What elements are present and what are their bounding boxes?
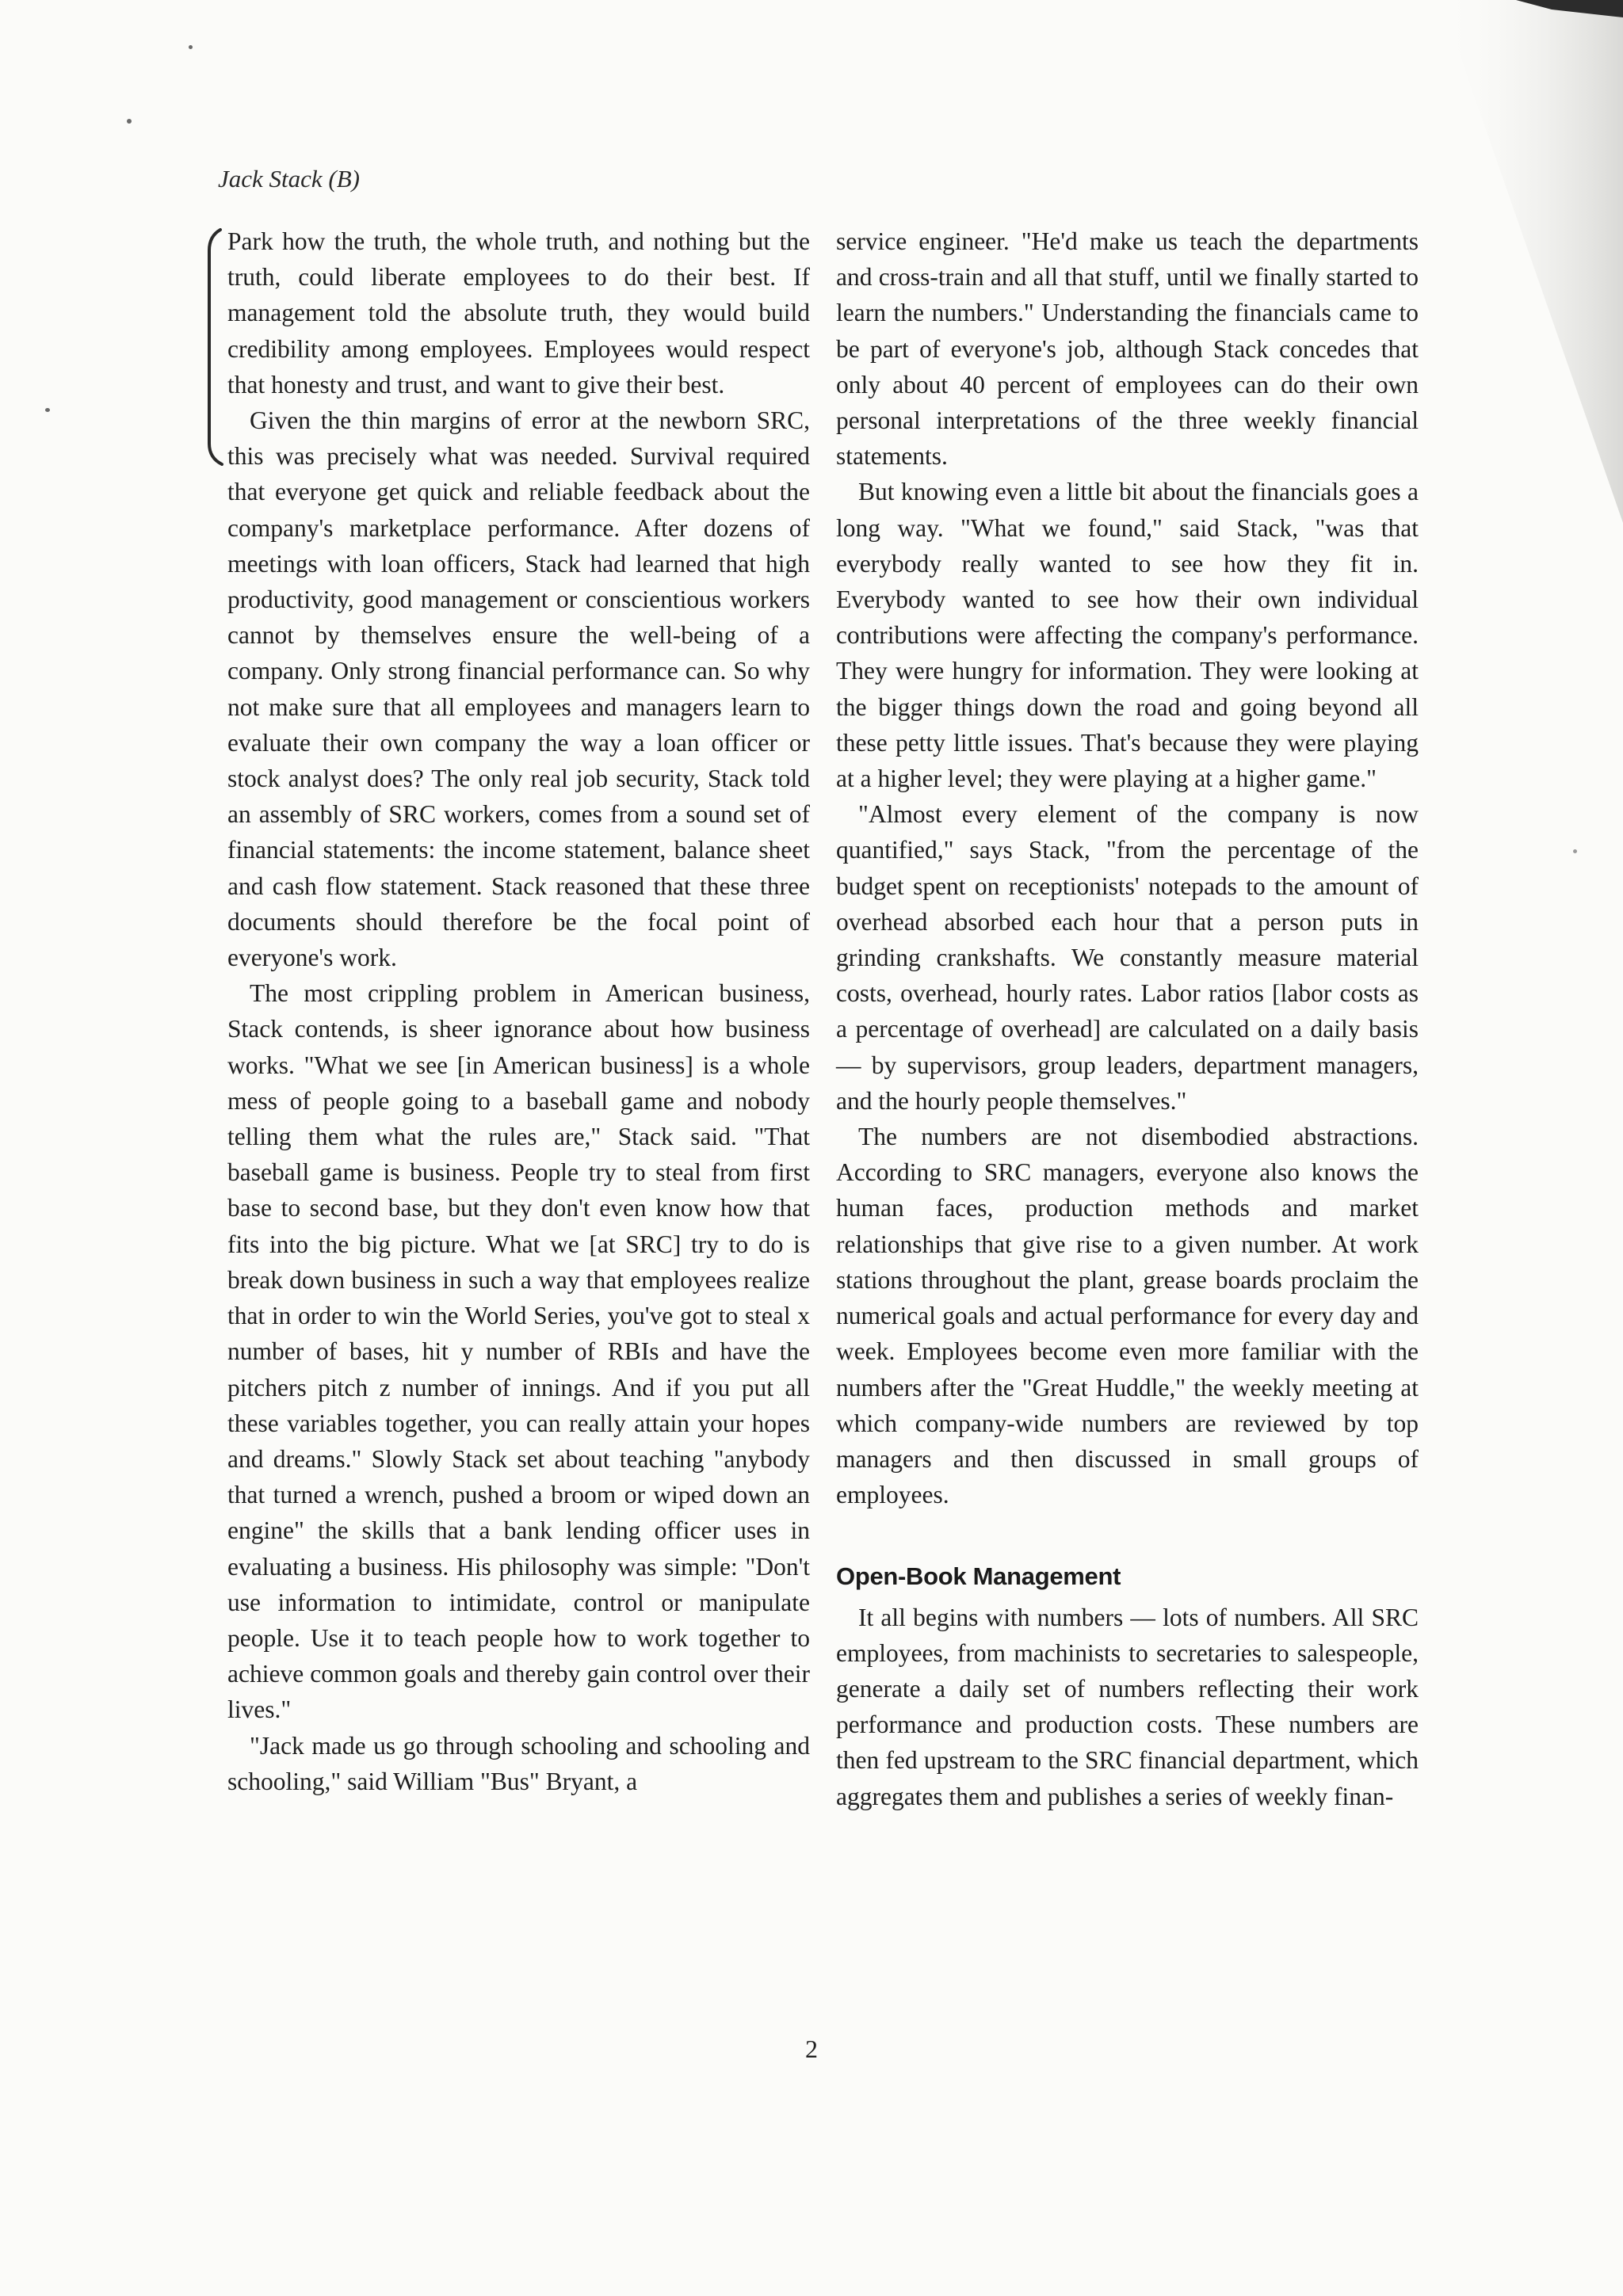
section-heading: Open-Book Management [836, 1562, 1121, 1591]
paragraph: The numbers are not disembodied abstractions. According to SRC managers, everyone also knows the human faces, production methods and market relationships that give rise to a given number. At work stations throughout the plant, grease boards proclaim the numerical goals and actual performance for every day and week. Employees become even more familiar with the numbers after the "Great Huddle," the weekly meeting at which company-wide numbers are reviewed by top managers and then discussed in small groups of employees. [836, 1123, 1419, 1509]
scan-speck [127, 119, 132, 124]
paragraph: It all begins with numbers — lots of numbers. All SRC employees, from machinists to secretaries to salespeople, generate a daily set of numbers reflecting their work performance and production costs. These numbers are then fed upstream to the SRC financial department, which aggregates them and publishes a series of weekly finan- [836, 1603, 1419, 1810]
margin-bracket-mark [204, 228, 228, 466]
paragraph: But knowing even a little bit about the financials goes a long way. "What we found," said Stack, "was that everybody really wanted to see how they fit in. Everybody wanted to see how their own individual contributions were affecting the company's performance. They were hungry for information. They were looking at the bigger things down the road and going beyond all these petty little issues. That's because they were playing at a higher level; they were playing at a higher game." [836, 478, 1419, 793]
paragraph: Park how the truth, the whole truth, and nothing but the truth, could liberate employees to do their best. If management told the absolute truth, they would build credibility among employees. Employees would respect that honesty and trust, and want to give their best. [227, 227, 810, 399]
running-header: Jack Stack (B) [218, 165, 360, 193]
scan-speck [189, 45, 193, 49]
paragraph: The most crippling problem in American business, Stack contends, is sheer ignorance about how business works. "What we see [in American business] is a whole mess of people going to a baseball game and nobody telling them what the rules are," Stack said. "That baseball game is business. People try to steal from first base to second base, but they don't even know how that fits into the big picture. What we [at SRC] try to do is break down business in such a way that employees realize that in order to win the World Series, you've got to steal x number of bases, hit y number of RBIs and have the pitchers pitch z number of innings. And if you put all these variables together, you can really attain your hopes and dreams." Slowly Stack set about teaching "anybody that turned a wrench, pushed a broom or wiped down an engine" the skills that a bank lending officer uses in evaluating a business. His philosophy was simple: "Don't use information to intimidate, control or manipulate people. Use it to teach people how to work together to achieve common goals and thereby gain control over their lives." [227, 979, 810, 1724]
left-column [227, 223, 810, 1799]
page-number: 2 [805, 2035, 818, 2063]
scan-speck [45, 408, 50, 412]
right-column [836, 223, 1419, 1814]
paragraph: service engineer. "He'd make us teach the departments and cross-train and all that stuff, until we finally started to learn the numbers." Understanding the financials came to be part of everyone's job, although Stack concedes that only about 40 percent of employees can do their own personal interpretations of the three weekly financial statements. [836, 227, 1419, 471]
paragraph: Given the thin margins of error at the newborn SRC, this was precisely what was needed. Survival required that everyone get quick and reliable feedback about the company's marketplace performance. After dozens of meetings with loan officers, Stack had learned that high productivity, good management or conscientious workers cannot by themselves ensure the well-being of a company. Only strong financial performance can. So why not make sure that all employees and managers learn to evaluate their own company the way a loan officer or stock analyst does? The only real job security, Stack told an assembly of SRC workers, comes from a sound set of financial statements: the income statement, balance sheet and cash flow statement. Stack reasoned that these three documents should therefore be the focal point of everyone's work. [227, 406, 810, 972]
paragraph: "Almost every element of the company is now quantified," says Stack, "from the percentage of the budget spent on receptionists' notepads to the amount of overhead absorbed each hour that a person puts in grinding crankshafts. We constantly measure material costs, overhead, hourly rates. Labor ratios [labor costs as a percentage of overhead] are calculated on a daily basis — by supervisors, group leaders, department managers, and the hourly people themselves." [836, 800, 1419, 1115]
paragraph: "Jack made us go through schooling and schooling and schooling," said William "Bus" Bryant, a [227, 1731, 810, 1795]
scan-speck [1573, 849, 1577, 853]
scan-corner-shadow [1441, 0, 1623, 523]
